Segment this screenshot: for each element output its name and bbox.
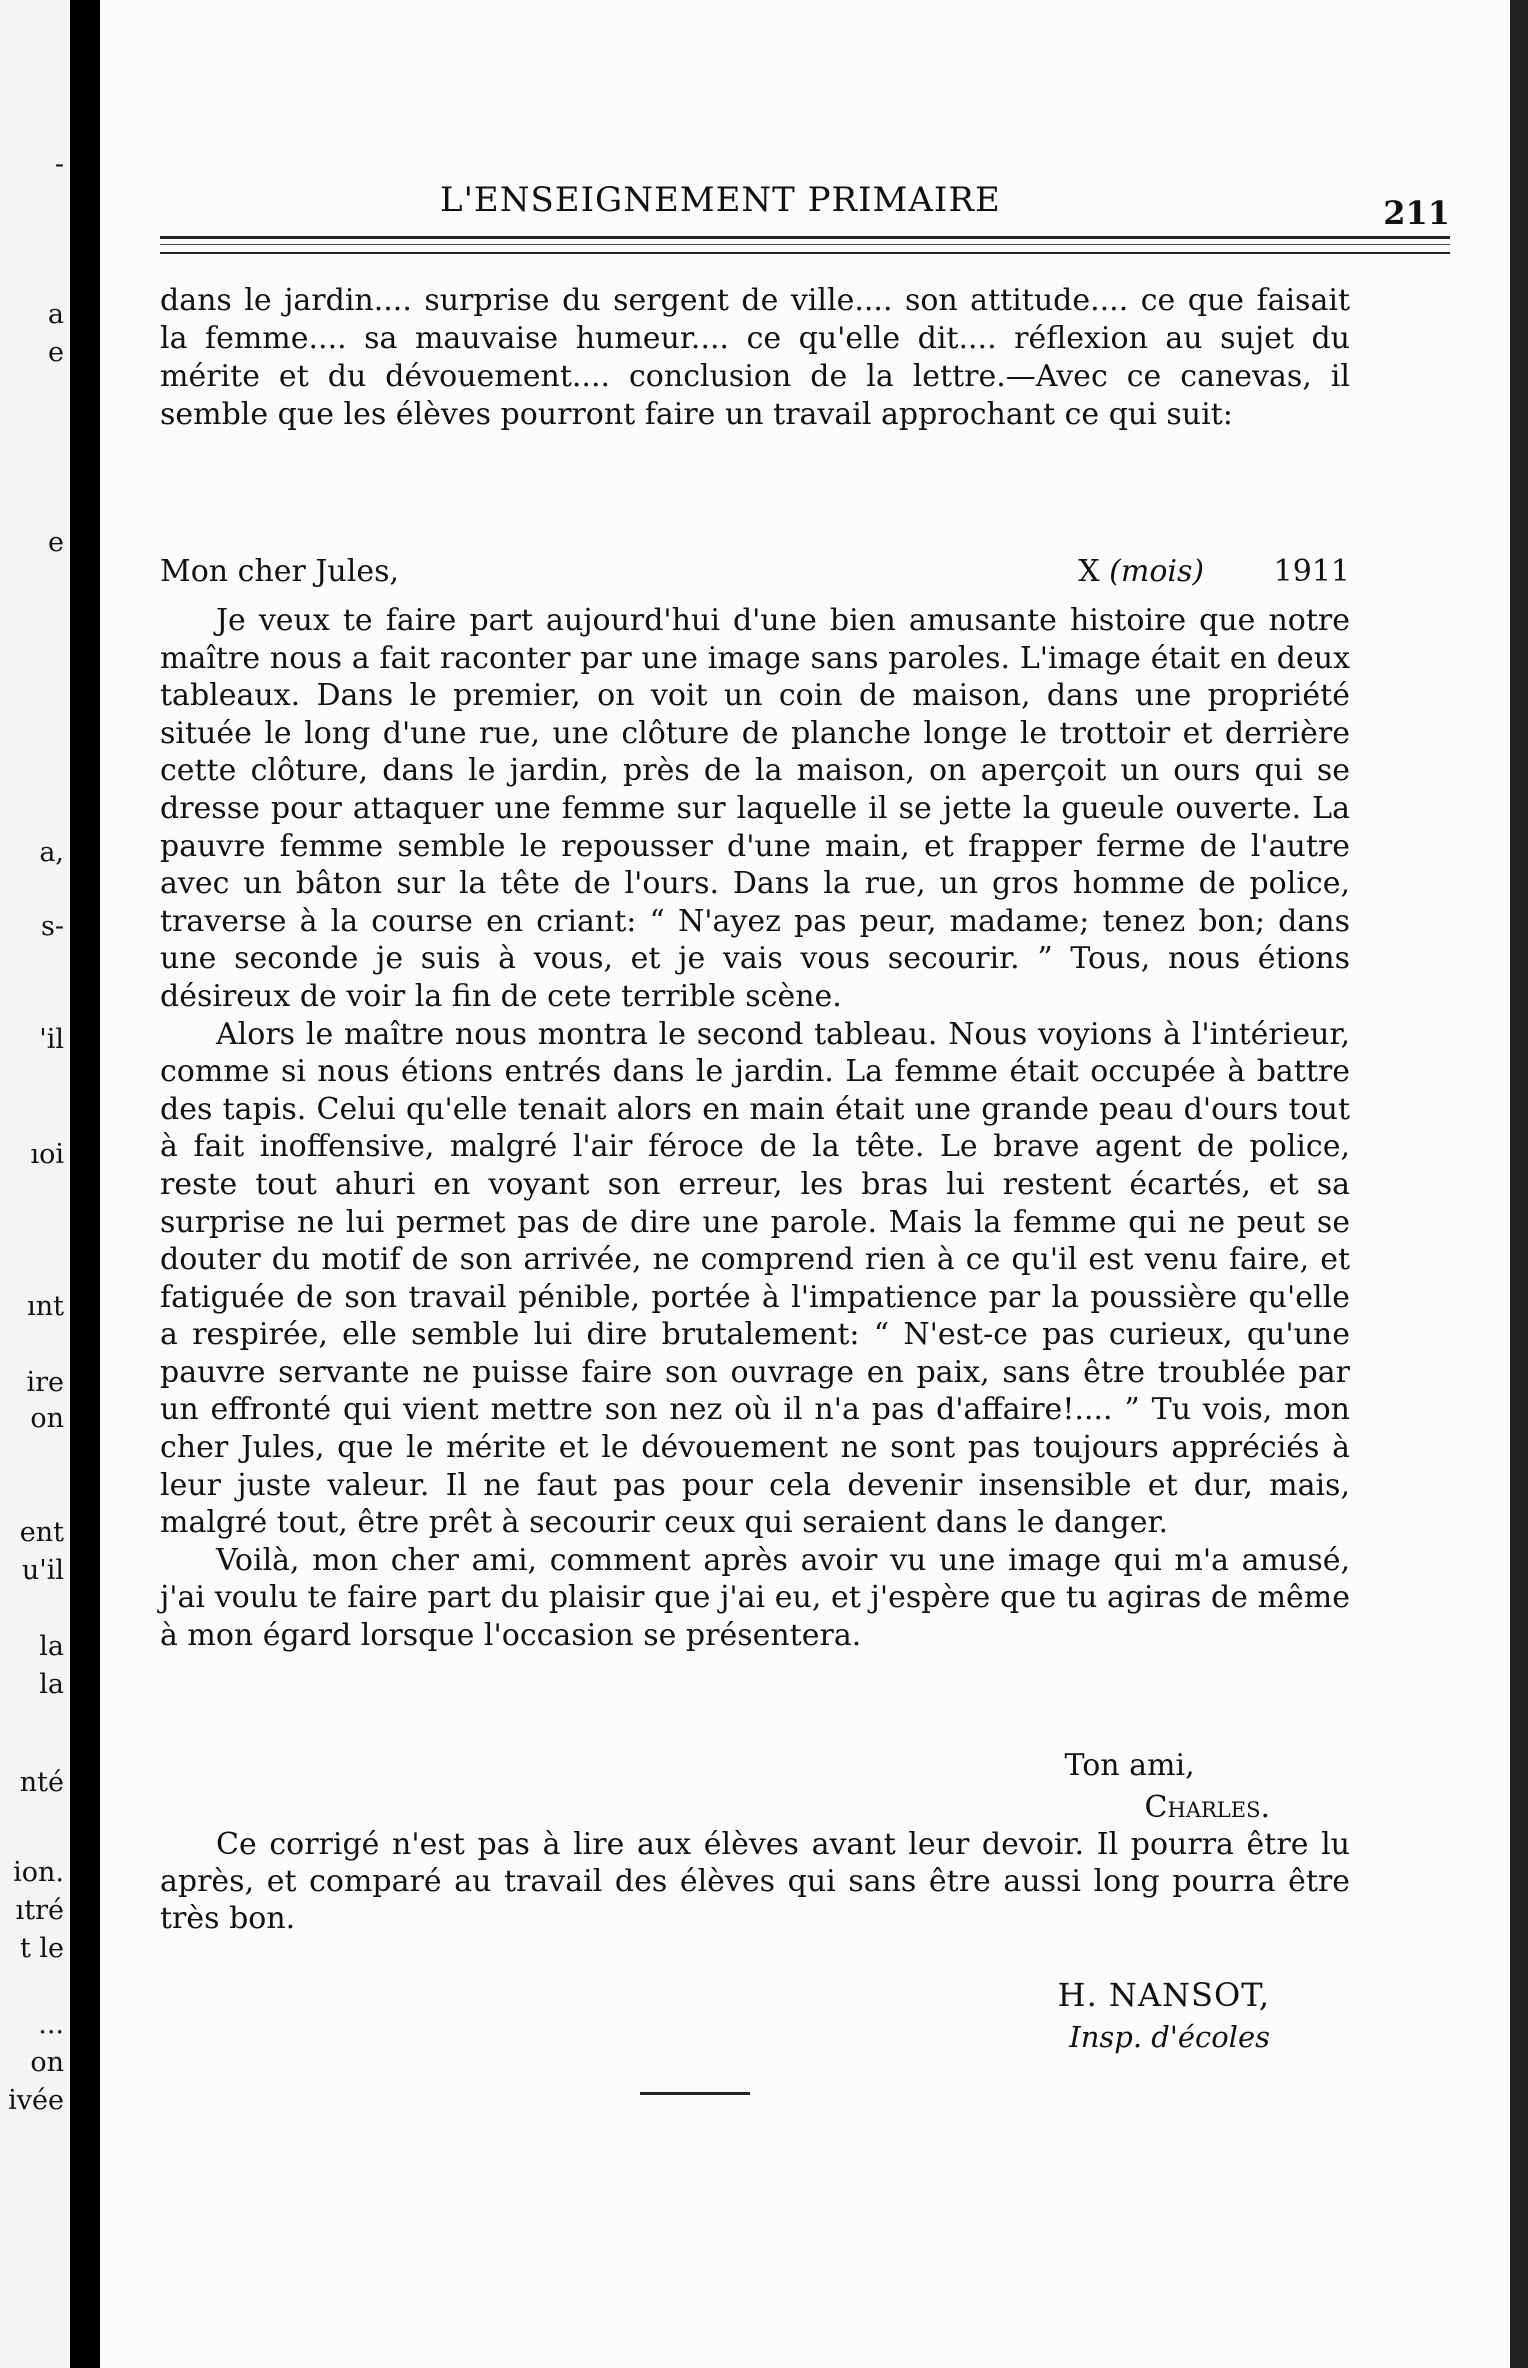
adjacent-page-fragment: ınt (27, 1291, 64, 1322)
adjacent-page-edge (0, 0, 70, 2368)
adjacent-page-fragment: ire (26, 1367, 64, 1398)
intro-paragraph: dans le jardin.... surprise du sergent de ville.... son attitude.... ce que faisait la femme.... sa mauvaise humeur.... ce qu'elle dit.... réflexion au sujet du mérite et du dévouement.... conclusion de la lettre.—Avec ce canevas, il semble que les élèves pourront faire un travail approchant ce qui suit: (160, 283, 1350, 432)
intro-section (160, 282, 1350, 434)
end-rule (640, 2092, 750, 2095)
page-number: 211 (1383, 194, 1450, 232)
letter-closing (1065, 1745, 1270, 1829)
letter-body (160, 602, 1350, 1655)
adjacent-page-fragment: u'il (21, 1555, 64, 1586)
page-header (160, 180, 1450, 240)
adjacent-page-fragment: ıoi (30, 1139, 64, 1170)
adjacent-page-fragment: e (48, 527, 64, 558)
left-margin (0, 0, 100, 2368)
editor-note (160, 1826, 1350, 1937)
letter-dateline (1078, 554, 1350, 589)
adjacent-page-fragment: 'il (39, 1024, 64, 1055)
adjacent-page-fragment: la (39, 1631, 64, 1662)
header-rule (160, 236, 1450, 239)
closing-phrase: Ton ami, (1064, 1748, 1195, 1783)
adjacent-page-fragment: s- (41, 911, 64, 942)
adjacent-page-fragment: ion. (13, 1857, 64, 1888)
author-name: H. NANSOT, (1057, 1976, 1270, 2014)
adjacent-page-fragment: on (30, 1403, 64, 1434)
letter-heading (160, 554, 1350, 594)
date-month: (mois) (1109, 554, 1205, 589)
letter-signer: Charles. (1144, 1790, 1270, 1825)
header-rule (160, 252, 1450, 254)
adjacent-page-fragment: a, (39, 837, 64, 868)
book-page (100, 0, 1510, 2368)
date-year: 1911 (1273, 554, 1350, 589)
adjacent-page-fragment: e (48, 337, 64, 368)
author-title: Insp. d'écoles (1069, 2020, 1270, 2054)
header-rule (160, 244, 1450, 245)
letter-paragraph: Je veux te faire part aujourd'hui d'une bien amusante histoire que notre maître nous a fait raconter par une image sans paroles. L'image était en deux tableaux. Dans le premier, on voit un coin de maison, dans une propriété située le long d'une rue, une clôture de planche longe le trottoir et derrière cette clôture, dans le jardin, près de la maison, on aperçoit un ours qui se dresse pour attaquer une femme sur laquelle il se jette la gueule ouverte. La pauvre femme semble le repousser d'une main, et frapper ferme de l'autre avec un bâton sur la tête de l'ours. Dans la rue, un gros homme de police, traverse à la course en criant: “ N'ayez pas peur, madame; tenez bon; dans une seconde je suis à vous, et je vais vous secourir. ” Tous, nous étions désireux de voir la fin de cete terrible scène. (160, 603, 1350, 1014)
running-head: L'ENSEIGNEMENT PRIMAIRE (440, 180, 1001, 220)
note-paragraph: Ce corrigé n'est pas à lire aux élèves avant leur devoir. Il pourra être lu après, et comparé au travail des élèves qui sans être aussi long pourra être très bon. (160, 1827, 1350, 1936)
adjacent-page-fragment: ent (19, 1517, 64, 1548)
adjacent-page-fragment: on (30, 2047, 64, 2078)
adjacent-page-fragment: t le (19, 1933, 64, 1964)
adjacent-page-fragment: la (39, 1669, 64, 1700)
adjacent-page-fragment: ıtré (15, 1895, 64, 1926)
letter-paragraph: Alors le maître nous montra le second tableau. Nous voyions à l'intérieur, comme si nous étions entrés dans le jardin. La femme était occupée à battre des tapis. Celui qu'elle tenait alors en main était une grande peau d'ours tout à fait inoffensive, malgré l'air féroce de la tête. Le brave agent de police, reste tout ahuri en voyant son erreur, les bras lui restent écartés, et sa surprise ne lui permet pas de dire une parole. Mais la femme qui ne peut se douter du motif de son arrivée, ne comprend rien à ce qu'il est venu faire, et fatiguée de son travail pénible, portée à l'impatience par la poussière qu'elle a respirée, elle semble lui dire brutalement: “ N'est-ce pas curieux, qu'une pauvre servante ne puisse faire son ouvrage en paix, sans être troublée par un effronté qui vient mettre son nez où il n'a pas d'affaire!.... ” Tu vois, mon cher Jules, que le mérite et le dévouement ne sont pas toujours appréciés à leur juste valeur. Il ne faut pas pour cela devenir insensible et dur, mais, malgré tout, être prêt à secourir ceux qui seraient dans le danger. (160, 1016, 1350, 1541)
letter-paragraph: Voilà, mon cher ami, comment après avoir vu une image qui m'a amusé, j'ai voulu te faire part du plaisir que j'ai eu, et j'espère que tu agiras de même à mon égard lorsque l'occasion se présentera. (160, 1542, 1350, 1654)
date-place: X (1078, 554, 1100, 589)
scan-edge (1510, 0, 1528, 2368)
adjacent-page-fragment: nté (19, 1767, 64, 1798)
adjacent-page-fragment: ivée (8, 2085, 64, 2116)
article-author (1009, 1976, 1270, 2054)
adjacent-page-fragment: a (47, 299, 64, 330)
adjacent-page-fragment: - (54, 149, 64, 180)
adjacent-page-fragment: ... (38, 2009, 64, 2040)
letter-salutation: Mon cher Jules, (160, 554, 400, 589)
